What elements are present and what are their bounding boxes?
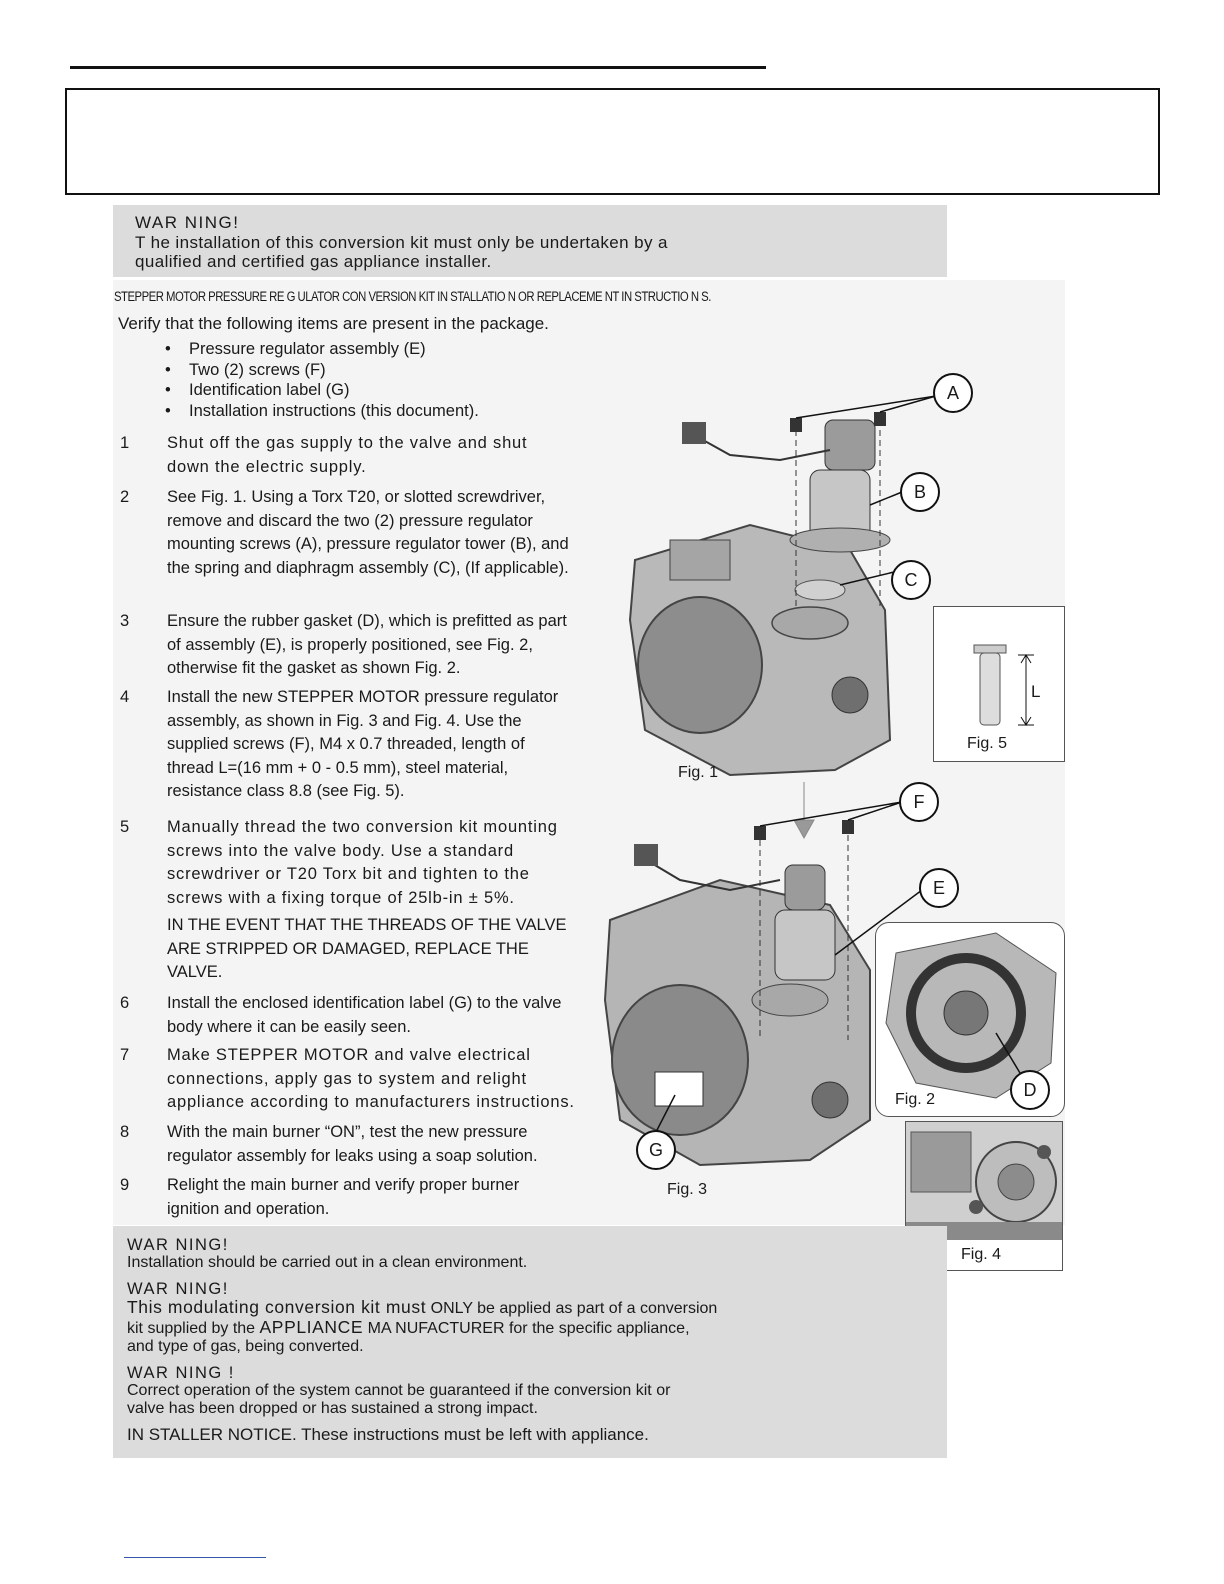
- step-5-caution: IN THE EVENT THAT THE THREADS OF THE VALVE ARE STRIPPED OR DAMAGED, REPLACE THE VALVE.: [167, 916, 567, 981]
- step-text: Ensure the rubber gasket (D), which is prefitted as part of assembly (E), is properly positioned, see Fig. 2, otherwise fit the gasket as shown Fig. 2.: [167, 612, 567, 677]
- step-5: [120, 816, 580, 986]
- warning-body-line-2: qualified and certified gas appliance installer.: [135, 252, 492, 271]
- warning-clean-environment: [127, 1236, 947, 1272]
- list-item: • Installation instructions (this document).: [165, 401, 479, 422]
- intro-text: Verify that the following items are present in the package.: [118, 314, 549, 333]
- callout-b: B: [900, 472, 940, 512]
- step-number: 9: [120, 1176, 130, 1194]
- step-6: [120, 992, 580, 1042]
- step-text: Make STEPPER MOTOR and valve electrical connections, apply gas to system and relight appliance according to manufacturers instructions.: [167, 1046, 575, 1111]
- step-number: 4: [120, 688, 130, 706]
- warning-body-line-1: This modulating conversion kit must ONLY be applied as part of a conversion: [127, 1297, 718, 1317]
- step-text: Install the enclosed identification label (G) to the valve body where it can be easily seen.: [167, 994, 562, 1036]
- callout-e: E: [919, 868, 959, 908]
- fig2-label: Fig. 2: [895, 1091, 936, 1108]
- fig4-photo: [906, 1122, 1062, 1240]
- footer-link-underline: [124, 1557, 266, 1558]
- warning-dropped-valve: [127, 1364, 947, 1418]
- fig3-label: Fig. 3: [667, 1181, 708, 1198]
- warning-title: WAR NING !: [127, 1364, 235, 1382]
- fig5-label: Fig. 5: [967, 735, 1008, 752]
- warning-title: WAR NING!: [127, 1280, 229, 1298]
- callout-c: C: [891, 560, 931, 600]
- fig5-dimension-label: L: [1031, 682, 1041, 701]
- step-number: 5: [120, 818, 130, 836]
- step-number: 3: [120, 612, 130, 630]
- fig3-valve-illustration: [605, 820, 870, 1165]
- fig1-label: Fig. 1: [678, 764, 719, 781]
- header-box: [65, 88, 1160, 195]
- warning-body-line-2: kit supplied by the APPLIANCE MA NUFACTURER for the specific appliance,: [127, 1317, 690, 1337]
- step-7: [120, 1044, 580, 1118]
- callout-d: D: [1010, 1070, 1050, 1110]
- step-text: Relight the main burner and verify proper burner ignition and operation.: [167, 1176, 520, 1218]
- step-number: 1: [120, 434, 130, 452]
- list-item: • Identification label (G): [165, 380, 479, 401]
- callout-a: A: [933, 373, 973, 413]
- step-8: [120, 1121, 580, 1171]
- warning-body-line-2: valve has been dropped or has sustained a strong impact.: [127, 1400, 538, 1417]
- section-title: STEPPER MOTOR PRESSURE RE G ULATOR CON VERSION KIT IN STALLATIO N OR REPLACEME NT IN STRUCTIO N S.: [114, 289, 711, 304]
- step-number: 7: [120, 1046, 130, 1064]
- down-arrow-icon: [794, 782, 814, 838]
- step-4: [120, 686, 580, 806]
- step-1: [120, 432, 580, 482]
- top-rule: [70, 66, 766, 69]
- warning-body-line-1: T he installation of this conversion kit must only be undertaken by a: [135, 233, 668, 252]
- fig4-label: Fig. 4: [961, 1246, 1002, 1263]
- installer-notice: IN STALLER NOTICE. These instructions must be left with appliance.: [127, 1425, 649, 1444]
- step-text: Install the new STEPPER MOTOR pressure regulator assembly, as shown in Fig. 3 and Fig. 4. Use the supplied screws (F), M4 x 0.7 threaded, length of thread L=(16 mm + 0 - 0.5 mm), steel material, resistance class 8.8 (see Fig. 5).: [167, 688, 559, 800]
- callout-f: F: [899, 782, 939, 822]
- step-number: 8: [120, 1123, 130, 1141]
- warning-box-top: [113, 205, 947, 277]
- warning-box-bottom: [113, 1226, 947, 1458]
- step-text: Shut off the gas supply to the valve and shut down the electric supply.: [167, 434, 528, 476]
- warning-body: Installation should be carried out in a clean environment.: [127, 1254, 528, 1271]
- step-3: [120, 610, 580, 684]
- fig5-box: [933, 606, 1065, 762]
- callout-g: G: [636, 1130, 676, 1170]
- step-text: See Fig. 1. Using a Torx T20, or slotted screwdriver, remove and discard the two (2) pressure regulator mounting screws (A), pressure regulator tower (B), and the spring and diaphragm assembly (C), (If applicable).: [167, 488, 569, 577]
- list-item: • Pressure regulator assembly (E): [165, 339, 479, 360]
- step-number: 2: [120, 488, 130, 506]
- step-number: 6: [120, 994, 130, 1012]
- warning-body-line-1: Correct operation of the system cannot be guaranteed if the conversion kit or: [127, 1382, 671, 1399]
- step-9: [120, 1174, 580, 1224]
- warning-title: WAR NING!: [127, 1236, 229, 1254]
- fig1-valve-illustration: [630, 412, 890, 775]
- warning-title: WAR NING!: [135, 213, 240, 232]
- step-text: [167, 816, 575, 985]
- package-items-list: [165, 339, 479, 421]
- step-text: With the main burner “ON”, test the new pressure regulator assembly for leaks using a soap solution.: [167, 1123, 538, 1165]
- warning-conversion-kit: [127, 1280, 947, 1356]
- list-item: • Two (2) screws (F): [165, 360, 479, 381]
- warning-body-line-3: and type of gas, being converted.: [127, 1338, 364, 1355]
- step-5-body: Manually thread the two conversion kit mounting screws into the valve body. Use a standard screwdriver or T20 Torx bit and tighten to the screws with a fixing torque of 25lb-in ± 5%.: [167, 818, 558, 907]
- step-2: [120, 486, 580, 606]
